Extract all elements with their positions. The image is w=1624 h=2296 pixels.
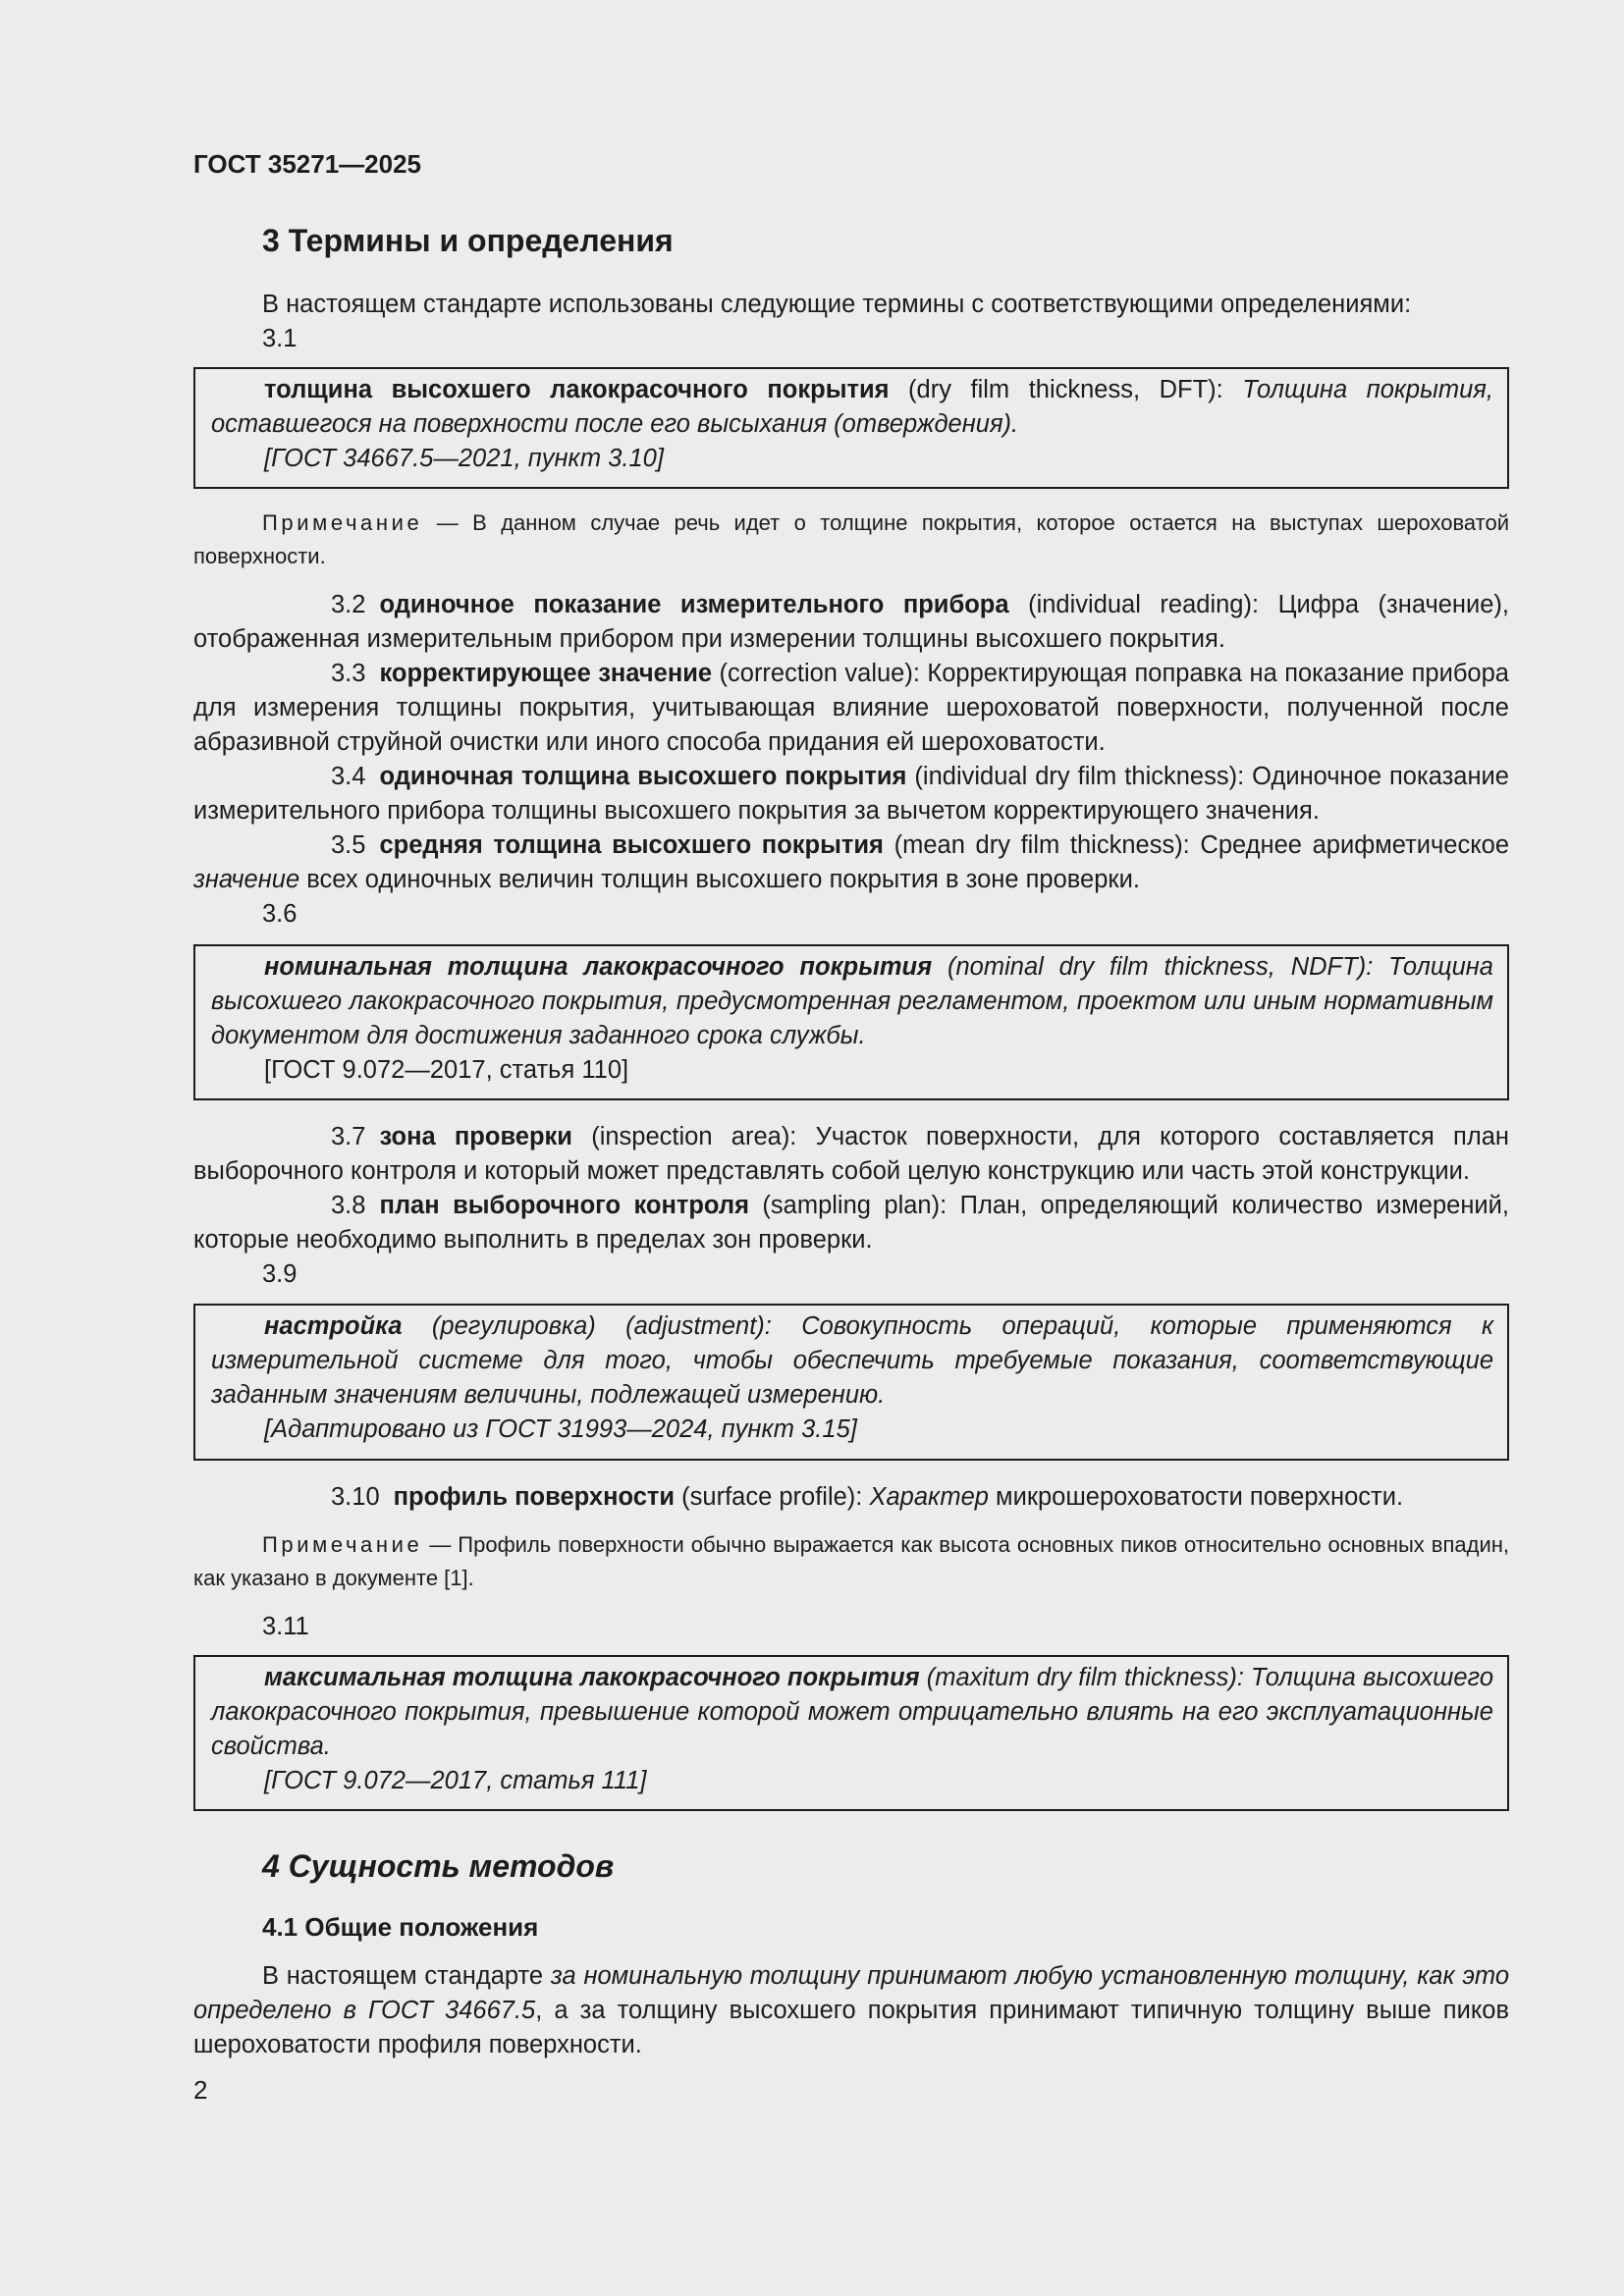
term-3-6: номинальная толщина лакокрасочного покрытия bbox=[264, 953, 933, 981]
term-3-11-definition: Толщина высохшего лакокрасочного покрытия, превышение которой может отрицательно влиять на его эксплуатационные свойства. bbox=[211, 1664, 1493, 1760]
term-3-10-english: (surface profile): bbox=[675, 1483, 870, 1511]
term-number-3-11: 3.11 bbox=[262, 1613, 309, 1640]
term-3-1-english: (dry film thickness, DFT): bbox=[889, 376, 1243, 403]
note-1-text: — В данном случае речь идет о толщине покрытия, которое остается на выступах шероховатой поверхности. bbox=[193, 510, 1509, 568]
term-3-9: настройка bbox=[264, 1312, 403, 1340]
term-3-5-definition-a: Среднее арифметическое bbox=[1200, 831, 1510, 859]
term-3-5-english: (mean dry film thickness): bbox=[883, 831, 1201, 859]
term-3-10 bbox=[193, 1480, 1509, 1515]
section-4-1-heading: 4.1 Общие положения bbox=[262, 1912, 539, 1942]
section-4-heading bbox=[193, 1849, 1509, 1884]
term-3-3-term: корректирующее значение bbox=[379, 660, 713, 687]
term-3-5-definition-b: всех одиночных величин толщин высохшего покрытия в зоне проверки. bbox=[299, 866, 1140, 893]
term-box-3-6 bbox=[193, 944, 1509, 1100]
term-3-3 bbox=[193, 657, 1509, 760]
term-3-7-english: (inspection area): bbox=[571, 1123, 816, 1150]
document-page bbox=[193, 0, 1509, 2296]
term-3-10-number: 3.10 bbox=[331, 1483, 380, 1511]
term-3-2-number: 3.2 bbox=[331, 591, 366, 618]
term-3-3-definition: Корректирующая поправка на показание прибора для измерения толщины покрытия, учитывающая влияние шероховатой поверхности, полученной после абразивной струйной очистки или иного способа придания ей шероховатости. bbox=[193, 660, 1509, 756]
term-3-2 bbox=[193, 588, 1509, 657]
term-3-5-number: 3.5 bbox=[331, 831, 366, 859]
term-box-3-11 bbox=[193, 1655, 1509, 1811]
term-3-4-number: 3.4 bbox=[331, 763, 366, 790]
section-4-1-text-a: В настоящем стандарте bbox=[262, 1962, 551, 1990]
section-4-1-paragraph bbox=[193, 1959, 1509, 2062]
term-3-5 bbox=[193, 828, 1509, 897]
term-3-7 bbox=[193, 1120, 1509, 1189]
term-3-2-term: одиночное показание измерительного прибора bbox=[379, 591, 1009, 618]
term-3-10-definition: микрошероховатости поверхности. bbox=[988, 1483, 1404, 1511]
term-3-4-english: (individual dry film thickness): bbox=[906, 763, 1253, 790]
term-3-8-definition: План, определяющий количество измерений, которые необходимо выполнить в пределах зон проверки. bbox=[193, 1192, 1509, 1254]
term-3-4-term: одиночная толщина высохшего покрытия bbox=[379, 763, 907, 790]
section-4-1-text-italic: за номинальную толщину принимают любую установленную толщину, как это определено в ГОСТ 34667.5 bbox=[193, 1962, 1509, 2024]
term-3-7-term: зона проверки bbox=[379, 1123, 572, 1150]
term-box-3-9 bbox=[193, 1304, 1509, 1461]
term-3-7-definition: Участок поверхности, для которого составляется план выборочного контроля и который может представлять собой целую конструкцию или часть этой конструкции. bbox=[193, 1123, 1509, 1185]
term-number-3-6: 3.6 bbox=[262, 900, 298, 928]
note-2 bbox=[193, 1528, 1509, 1595]
section-4-1-text-b: , а за толщину высохшего покрытия принимают типичную толщину выше пиков шероховатости профиля поверхности. bbox=[193, 1997, 1509, 2058]
term-3-6-source: [ГОСТ 9.072—2017, статья 110] bbox=[264, 1056, 629, 1084]
section-4-heading-text: 4 Сущность методов bbox=[262, 1848, 615, 1884]
term-3-5-definition-italic: значение bbox=[193, 866, 300, 893]
term-3-9-definition: Совокупность операций, которые применяются к измерительной системе для того, чтобы обеспечить требуемые показания, соответствующие заданным значениям величины, подлежащей измерению. bbox=[211, 1312, 1494, 1409]
page-number: 2 bbox=[193, 2075, 208, 2105]
term-3-3-english: (correction value): bbox=[712, 660, 928, 687]
term-3-6-english: (nominal dry film thickness, NDFT): bbox=[932, 953, 1389, 981]
term-3-8 bbox=[193, 1189, 1509, 1257]
term-3-11-english: (maxitum dry film thickness): bbox=[919, 1664, 1252, 1691]
note-2-label: Примечание bbox=[262, 1532, 423, 1557]
term-3-9-english: (регулировка) (adjustment): bbox=[402, 1312, 802, 1340]
term-3-8-english: (sampling plan): bbox=[748, 1192, 960, 1219]
note-1 bbox=[193, 507, 1509, 573]
term-3-9-source: [Адаптировано из ГОСТ 31993—2024, пункт 3.15] bbox=[264, 1415, 857, 1443]
term-3-2-definition: Цифра (значение), отображенная измерительным прибором при измерении толщины высохшего покрытия. bbox=[193, 591, 1510, 653]
term-3-8-number: 3.8 bbox=[331, 1192, 366, 1219]
term-3-1-source: [ГОСТ 34667.5—2021, пункт 3.10] bbox=[264, 445, 664, 472]
term-3-1: толщина высохшего лакокрасочного покрытия bbox=[264, 376, 890, 403]
term-box-3-1 bbox=[193, 367, 1509, 489]
term-3-2-english: (individual reading): bbox=[1008, 591, 1278, 618]
document-code: ГОСТ 35271—2025 bbox=[193, 149, 421, 179]
term-3-7-number: 3.7 bbox=[331, 1123, 366, 1150]
term-3-10-term: профиль поверхности bbox=[393, 1483, 676, 1511]
section-3-heading: 3 Термины и определения bbox=[262, 223, 674, 258]
term-3-4-definition: Одиночное показание измерительного прибора толщины высохшего покрытия за вычетом корректирующего значения. bbox=[193, 763, 1509, 825]
term-3-11-source: [ГОСТ 9.072—2017, статья 111] bbox=[264, 1767, 647, 1794]
term-3-3-number: 3.3 bbox=[331, 660, 366, 687]
term-3-1-definition: Толщина покрытия, оставшегося на поверхности после его высыхания (отверждения). bbox=[211, 376, 1493, 438]
term-number-3-9: 3.9 bbox=[262, 1260, 298, 1288]
term-3-6-definition: Толщина высохшего лакокрасочного покрытия, предусмотренная регламентом, проектом или иным нормативным документом для достижения заданного срока службы. bbox=[211, 953, 1493, 1049]
term-3-5-term: средняя толщина высохшего покрытия bbox=[379, 831, 884, 859]
note-1-label: Примечание bbox=[262, 510, 423, 535]
note-2-text: — Профиль поверхности обычно выражается как высота основных пиков относительно основных впадин, как указано в документе [1]. bbox=[193, 1532, 1509, 1590]
term-3-4 bbox=[193, 760, 1509, 828]
term-3-8-term: план выборочного контроля bbox=[379, 1192, 749, 1219]
section-3-intro: В настоящем стандарте использованы следующие термины с соответствующими определениями: bbox=[262, 291, 1412, 318]
term-3-10-definition-italic: Характер bbox=[869, 1483, 989, 1511]
term-number-3-1: 3.1 bbox=[262, 325, 298, 352]
term-3-11: максимальная толщина лакокрасочного покрытия bbox=[264, 1664, 920, 1691]
